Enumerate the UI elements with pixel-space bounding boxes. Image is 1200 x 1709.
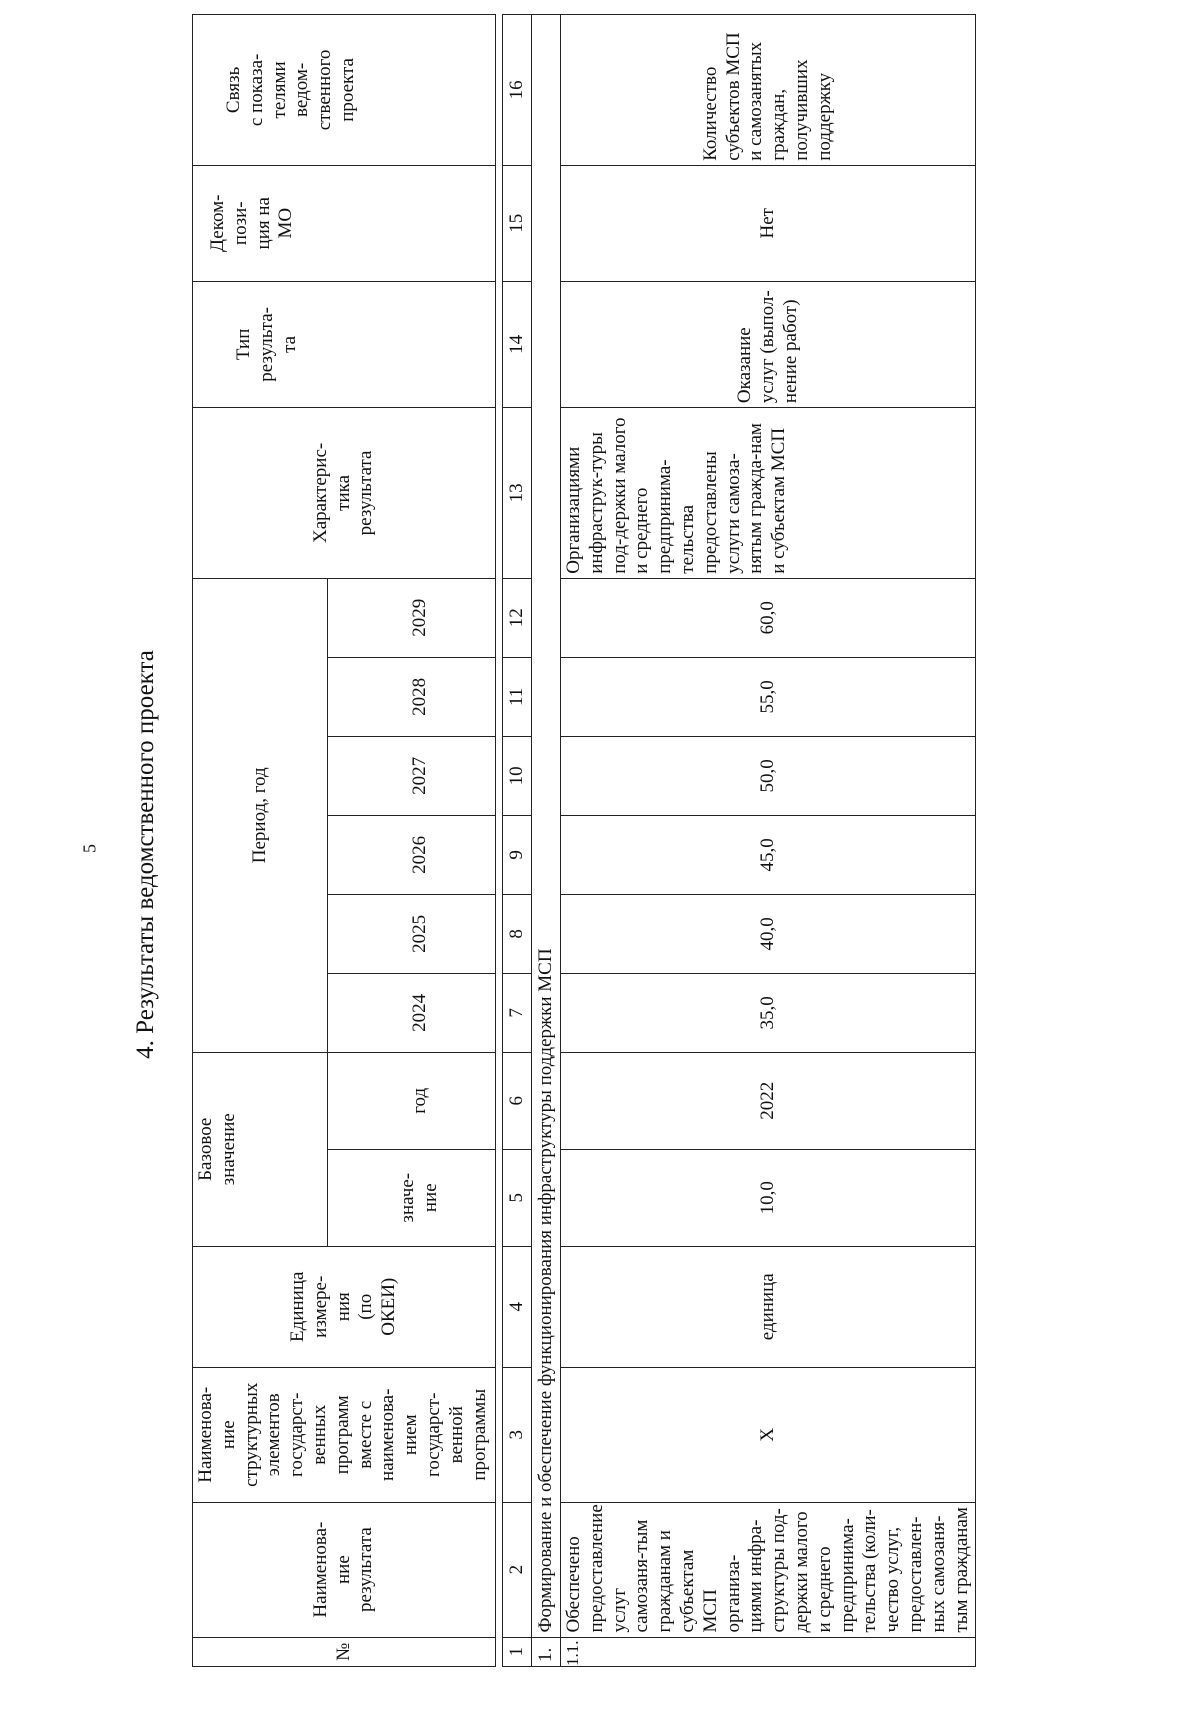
header-year-2029: 2029 [346,578,496,657]
results-table [192,14,976,1667]
row-unit: единица [561,1246,976,1367]
header-base-year-col: год [346,1052,496,1149]
column-number: 10 [503,736,532,815]
column-number: 6 [503,1052,532,1149]
header-year-2028: 2028 [346,657,496,736]
column-number: 15 [503,165,532,281]
header-year-spacer-4 [328,736,346,815]
row-result-name: Обеспечено предоставление услуг самозаня-тым гражданам и субъектам МСП организа-циями инфра-структуры под-держки малого и среднего предпринима-тельства (коли-чество услуг, предоставлен-ных самозаня-тым гражданам [561,1502,976,1637]
column-number: 9 [503,815,532,894]
header-characteristic: Характерис- тика результата [193,408,496,579]
section-title: 4. Результаты ведомственного проекта [132,650,159,1059]
column-number: 1 [503,1637,532,1666]
column-number: 8 [503,894,532,973]
header-result-name: Наименова- ние результата [193,1502,496,1637]
header-year-2026: 2026 [346,815,496,894]
row-value-2025: 40,0 [561,894,976,973]
column-number: 4 [503,1246,532,1367]
header-num: № [193,1637,496,1666]
row-base-year: 2022 [561,1052,976,1149]
column-number: 13 [503,408,532,579]
row-link: Количество субъектов МСП и самозанятых граждан, получивших поддержку [561,15,976,166]
header-unit: Единица измере- ния (по ОКЕИ) [193,1246,496,1367]
header-year-2025: 2025 [346,894,496,973]
header-base-spacer-2 [328,1052,346,1149]
header-year-spacer-1 [328,973,346,1052]
row-number: 1.1. [561,1637,976,1666]
header-base-value-col: значе- ние [346,1149,496,1246]
header-link: Связь с показа- телями ведом- ственного проекта [193,15,496,166]
section-number: 1. [532,1637,561,1666]
column-number: 2 [503,1502,532,1637]
row-value-2027: 50,0 [561,736,976,815]
column-number: 3 [503,1367,532,1502]
header-decomposition: Деком- пози- ция на МО [193,165,496,281]
column-number: 16 [503,15,532,166]
column-number: 14 [503,281,532,407]
page-number: 5 [79,844,100,853]
row-value-2024: 35,0 [561,973,976,1052]
header-base-value: Базовое значение [193,1052,328,1246]
column-number: 7 [503,973,532,1052]
header-year-spacer-3 [328,815,346,894]
header-year-spacer-2 [328,894,346,973]
column-number: 12 [503,578,532,657]
row-value-2026: 45,0 [561,815,976,894]
table-row [561,15,976,1667]
header-gap [496,15,503,1667]
row-decomposition: Нет [561,165,976,281]
header-year-2027: 2027 [346,736,496,815]
header-year-spacer-5 [328,657,346,736]
header-year-2024: 2024 [346,973,496,1052]
row-value-2029: 60,0 [561,578,976,657]
header-base-spacer-1 [328,1149,346,1246]
row-structural-element: X [561,1367,976,1502]
section-heading: Формирование и обеспечение функционирования инфраструктуры поддержки МСП [532,15,561,1638]
row-characteristic: Организациями инфраструк-туры под-держки малого и среднего предпринима-тельства предоставлены услуги самоза-нятым гражда-нам и субъектам МСП [561,408,976,579]
header-year-spacer-6 [328,578,346,657]
row-value-2028: 55,0 [561,657,976,736]
header-period: Период, год [193,578,328,1052]
column-number: 5 [503,1149,532,1246]
row-base-value: 10,0 [561,1149,976,1246]
row-result-type: Оказание услуг (выпол-нение работ) [561,281,976,407]
header-structural-elements: Наименова- ние структурных элементов государст- венных программ вместе с наименова- нием государст- венной программы [193,1367,496,1502]
column-number: 11 [503,657,532,736]
header-result-type: Тип результа- та [193,281,496,407]
